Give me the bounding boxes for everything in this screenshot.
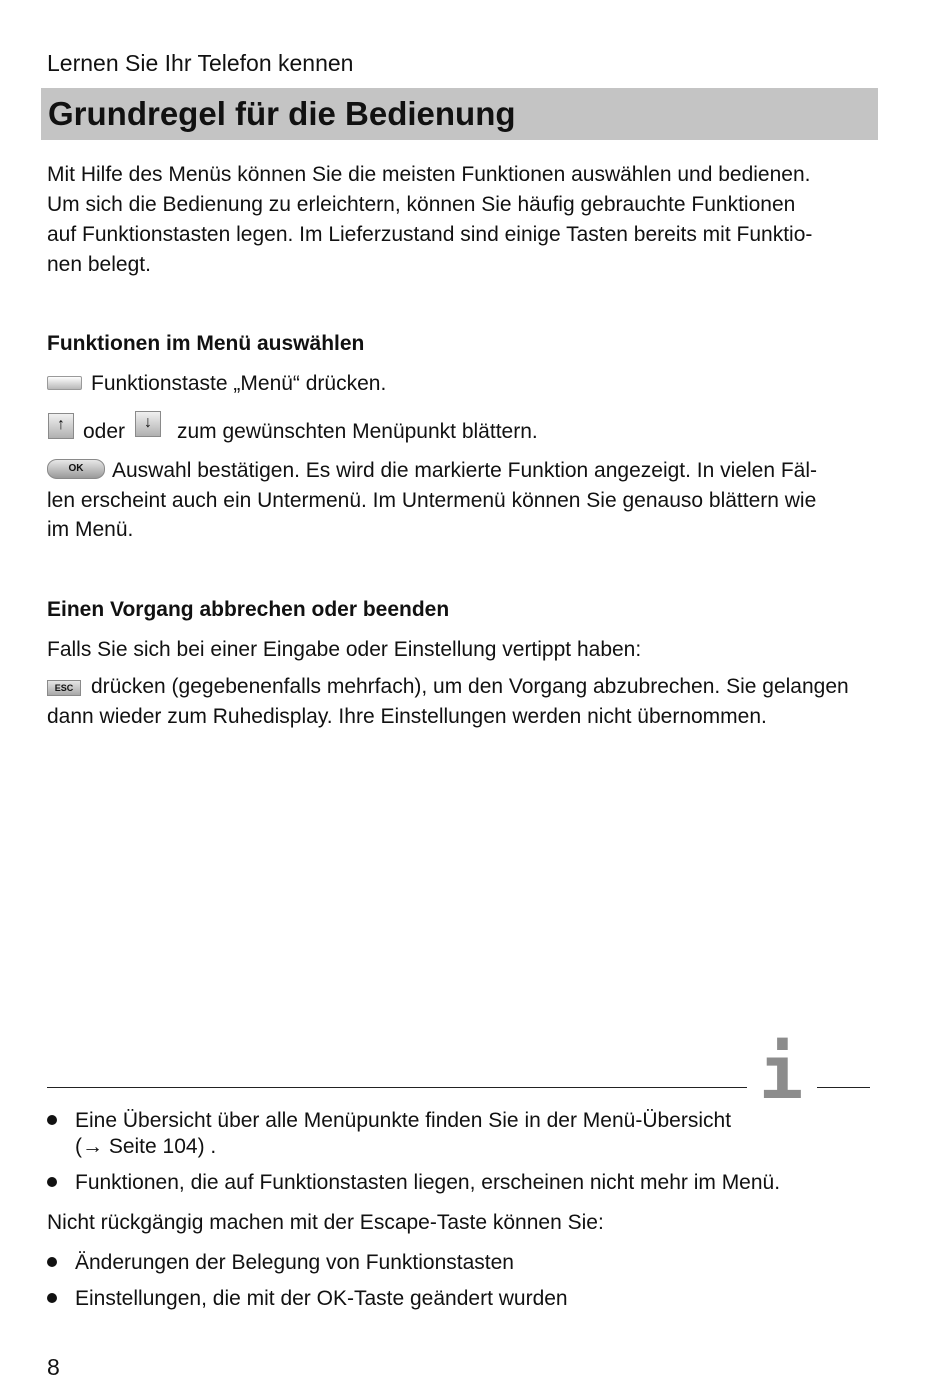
intro-line: nen belegt. xyxy=(47,253,151,276)
step-menu-text: Funktionstaste „Menü“ drücken. xyxy=(91,372,387,395)
intro-line: Um sich die Bedienung zu erleichtern, können Sie häufig gebrauchte Funktionen xyxy=(47,193,796,216)
arrow-down-key-icon: ↓ xyxy=(135,411,161,437)
ok-key-icon: OK xyxy=(47,459,105,479)
cancel-line: dann wieder zum Ruhedisplay. Ihre Einstellungen werden nicht übernommen. xyxy=(47,705,767,728)
intro-paragraph xyxy=(47,160,877,280)
section-title-bar xyxy=(41,88,878,140)
step-scroll-text: zum gewünschten Menüpunkt blättern. xyxy=(177,420,538,443)
running-header: Lernen Sie Ihr Telefon kennen xyxy=(47,50,354,76)
menu-key-icon xyxy=(47,376,82,390)
info-bullet-line: Eine Übersicht über alle Menüpunkte finden Sie in der Menü-Übersicht xyxy=(75,1109,732,1132)
step-ok-line: len erscheint auch ein Untermenü. Im Untermenü können Sie genauso blättern wie xyxy=(47,489,817,512)
info-rule-left xyxy=(47,1087,747,1088)
esc-key-icon: ESC xyxy=(47,680,81,696)
cancel-heading: Einen Vorgang abbrechen oder beenden xyxy=(47,598,450,621)
bullet-icon xyxy=(47,1257,57,1267)
arrow-up-key-icon: ↑ xyxy=(48,413,74,439)
page-number: 8 xyxy=(47,1354,60,1380)
info-bullet-2: Funktionen, die auf Funktionstasten liegen, erscheinen nicht mehr im Menü. xyxy=(75,1171,781,1194)
cancel-intro: Falls Sie sich bei einer Eingabe oder Einstellung vertippt haben: xyxy=(47,638,642,661)
info-bullet-1 xyxy=(75,1106,855,1162)
info-icon: i xyxy=(758,1030,804,1116)
intro-line: auf Funktionstasten legen. Im Lieferzustand sind einige Tasten bereits mit Funktio- xyxy=(47,223,813,246)
bullet-icon xyxy=(47,1177,57,1187)
cancel-line: drücken (gegebenenfalls mehrfach), um den Vorgang abzubrechen. Sie gelangen xyxy=(91,675,849,698)
info-note: Nicht rückgängig machen mit der Escape-Taste können Sie: xyxy=(47,1211,604,1234)
menu-select-heading: Funktionen im Menü auswählen xyxy=(47,332,365,355)
bullet-icon xyxy=(47,1293,57,1303)
info-bullet-line: (→ Seite 104) . xyxy=(75,1135,217,1158)
step-ok-line: im Menü. xyxy=(47,518,134,541)
bullet-icon xyxy=(47,1115,57,1125)
section-title: Grundregel für die Bedienung xyxy=(48,95,516,132)
intro-line: Mit Hilfe des Menüs können Sie die meisten Funktionen auswählen und bedienen. xyxy=(47,163,811,186)
info-bullet-3: Änderungen der Belegung von Funktionstasten xyxy=(75,1251,514,1274)
info-rule-right xyxy=(817,1087,870,1088)
step-or-text: oder xyxy=(83,420,126,443)
info-bullet-4: Einstellungen, die mit der OK-Taste geändert wurden xyxy=(75,1287,568,1310)
step-ok-line: Auswahl bestätigen. Es wird die markierte Funktion angezeigt. In vielen Fäl- xyxy=(112,459,818,482)
